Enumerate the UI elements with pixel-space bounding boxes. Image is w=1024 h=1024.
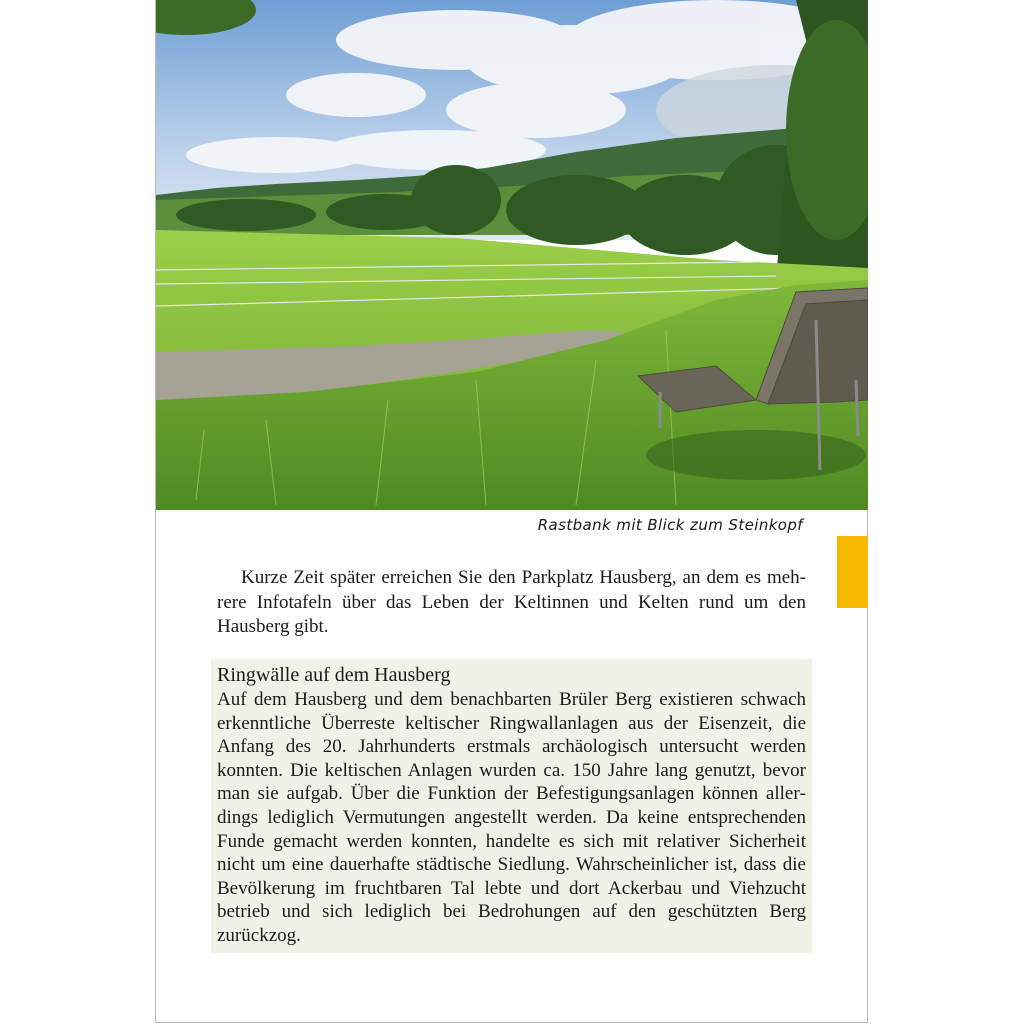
bench-meadow-illustration [156, 0, 868, 510]
info-box-heading: Ringwälle auf dem Hausberg [217, 664, 451, 686]
landscape-photo [156, 0, 868, 510]
photo-caption: Rastbank mit Blick zum Steinkopf [537, 516, 803, 534]
info-box-body: Auf dem Hausberg und dem benachbarten Brüler Berg existieren schwach erkenntliche Überreste keltischer Ringwallanlagen aus der Eisenzeit, die Anfang des 20. Jahrhunderts erstmals archäologisch untersucht werden konnten. Die keltischen Anlagen wurden ca. 150 Jahre lang genutzt, bevor man sie aufgab. Über die Funktion der Befestigungsanlagen können allerdings lediglich Vermutungen angestellt werden. Da keine entsprechenden Funde gemacht werden konnten, handelte es sich mit relativer Sicherheit nicht um eine dauerhafte städtische Siedlung. Wahrscheinlicher ist, dass die Bevölkerung im fruchtbaren Tal lebte und dort Ackerbau und Viehzucht betrieb und sich lediglich bei Bedrohungen auf den geschützten Berg zurückzog. [217, 689, 806, 946]
chapter-tab-marker [837, 536, 868, 608]
intro-paragraph: Kurze Zeit später erreichen Sie den Parkplatz Hausberg, an dem es mehrere Infotafeln über das Leben der Keltinnen und Kelten rund um den Hausberg gibt. [217, 567, 806, 637]
info-box [211, 659, 812, 953]
